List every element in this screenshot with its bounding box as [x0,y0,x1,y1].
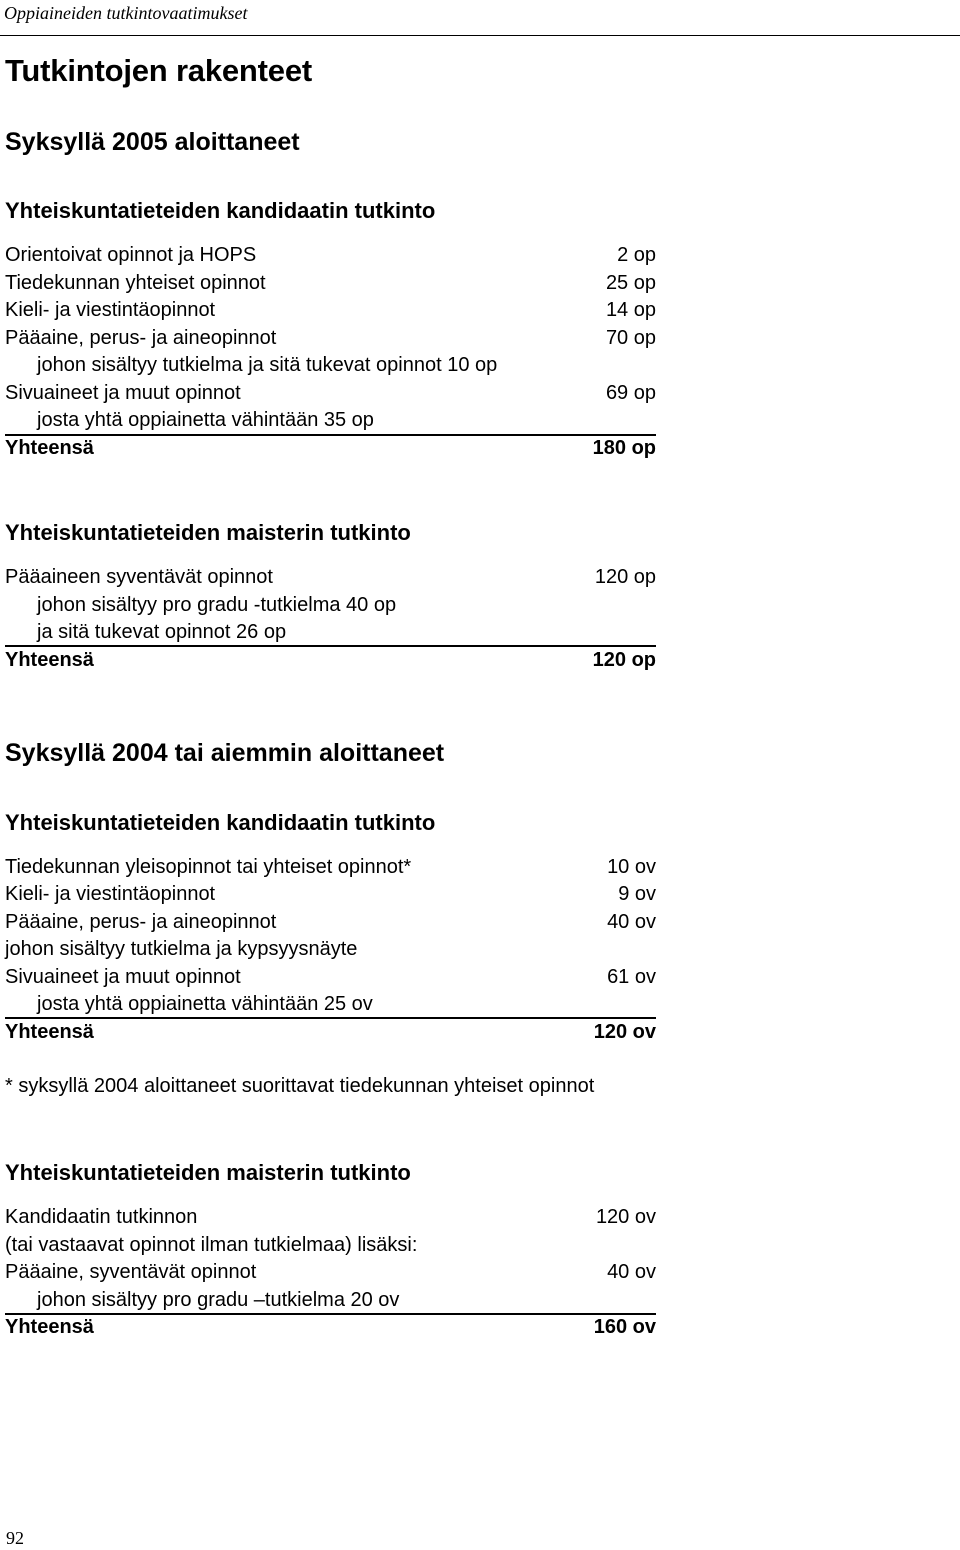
row-label: johon sisältyy pro gradu -tutkielma 40 op [37,594,397,616]
row-value: 14 op [605,299,656,321]
row-label: josta yhtä oppiainetta vähintään 25 ov [37,993,373,1015]
table-row [5,963,656,991]
row-label: (tai vastaavat opinnot ilman tutkielmaa) lisäksi: [5,1234,418,1256]
row-value: 120 ov [595,1206,656,1228]
total-label: Yhteensä [5,1316,94,1338]
row-label: Tiedekunnan yleisopinnot tai yhteiset opinnot* [5,856,412,878]
row-label: josta yhtä oppiainetta vähintään 35 op [37,409,374,431]
table-row [5,908,656,936]
table-row [5,563,656,591]
row-label: Kieli- ja viestintäopinnot [5,299,216,321]
footnote: * syksyllä 2004 aloittaneet suorittavat tiedekunnan yhteiset opinnot [5,1075,595,1097]
total-label: Yhteensä [5,649,94,671]
page-title: Tutkintojen rakenteet [5,53,312,88]
total-value: 180 op [592,437,656,459]
table-row [5,990,656,1018]
row-value: 70 op [605,327,656,349]
section-2005-heading: Syksyllä 2005 aloittaneet [5,128,300,156]
row-value: 120 op [594,566,656,588]
row-label: Orientoivat opinnot ja HOPS [5,244,257,266]
row-label: Sivuaineet ja muut opinnot [5,966,241,988]
row-label: johon sisältyy pro gradu –tutkielma 20 ov [37,1289,400,1311]
master-2005-heading: Yhteiskuntatieteiden maisterin tutkinto [5,520,411,545]
table-row [5,241,656,269]
row-label: Pääaine, syventävät opinnot [5,1261,257,1283]
total-value: 120 op [592,649,656,671]
master-2004-heading: Yhteiskuntatieteiden maisterin tutkinto [5,1160,411,1185]
row-label: Pääaine, perus- ja aineopinnot [5,327,277,349]
row-label: Tiedekunnan yhteiset opinnot [5,272,266,294]
row-label: Pääaineen syventävät opinnot [5,566,273,588]
row-value: 40 ov [607,911,656,933]
row-label: ja sitä tukevat opinnot 26 op [37,621,287,643]
table-row [5,324,656,352]
table-row [5,296,656,324]
total-row [5,1018,656,1046]
running-head: Oppiaineiden tutkintovaatimukset [4,3,248,23]
row-value: 69 op [605,382,656,404]
table-row [5,1203,656,1231]
table-row [5,1231,656,1259]
total-value: 120 ov [593,1021,656,1043]
table-row [5,880,656,908]
row-label: johon sisältyy tutkielma ja sitä tukevat opinnot 10 op [37,354,498,376]
row-label: Pääaine, perus- ja aineopinnot [5,911,277,933]
table-row [5,1258,656,1286]
table-row [5,379,656,407]
row-label: Kandidaatin tutkinnon [5,1206,198,1228]
row-value: 2 op [617,244,656,266]
table-row [5,591,656,619]
table-row [5,351,656,379]
row-value: 40 ov [607,1261,656,1283]
row-value: 25 op [605,272,656,294]
total-row [5,646,656,674]
header-rule [0,35,960,36]
total-value: 160 ov [593,1316,656,1338]
table-row [5,853,656,881]
row-value: 9 ov [618,883,656,905]
total-row [5,434,656,462]
row-label: johon sisältyy tutkielma ja kypsyysnäyte [5,938,358,960]
bachelor-2004-heading: Yhteiskuntatieteiden kandidaatin tutkinto [5,810,436,835]
table-row [5,406,656,434]
table-row [5,1286,656,1314]
bachelor-2005-heading: Yhteiskuntatieteiden kandidaatin tutkinto [5,198,436,223]
page-number: 92 [6,1528,24,1548]
table-row [5,618,656,646]
section-2004-heading: Syksyllä 2004 tai aiemmin aloittaneet [5,739,445,767]
row-label: Kieli- ja viestintäopinnot [5,883,216,905]
row-label: Sivuaineet ja muut opinnot [5,382,241,404]
total-label: Yhteensä [5,437,94,459]
row-value: 61 ov [607,966,656,988]
total-label: Yhteensä [5,1021,94,1043]
total-row [5,1313,656,1341]
table-row [5,269,656,297]
row-value: 10 ov [607,856,656,878]
table-row [5,935,656,963]
